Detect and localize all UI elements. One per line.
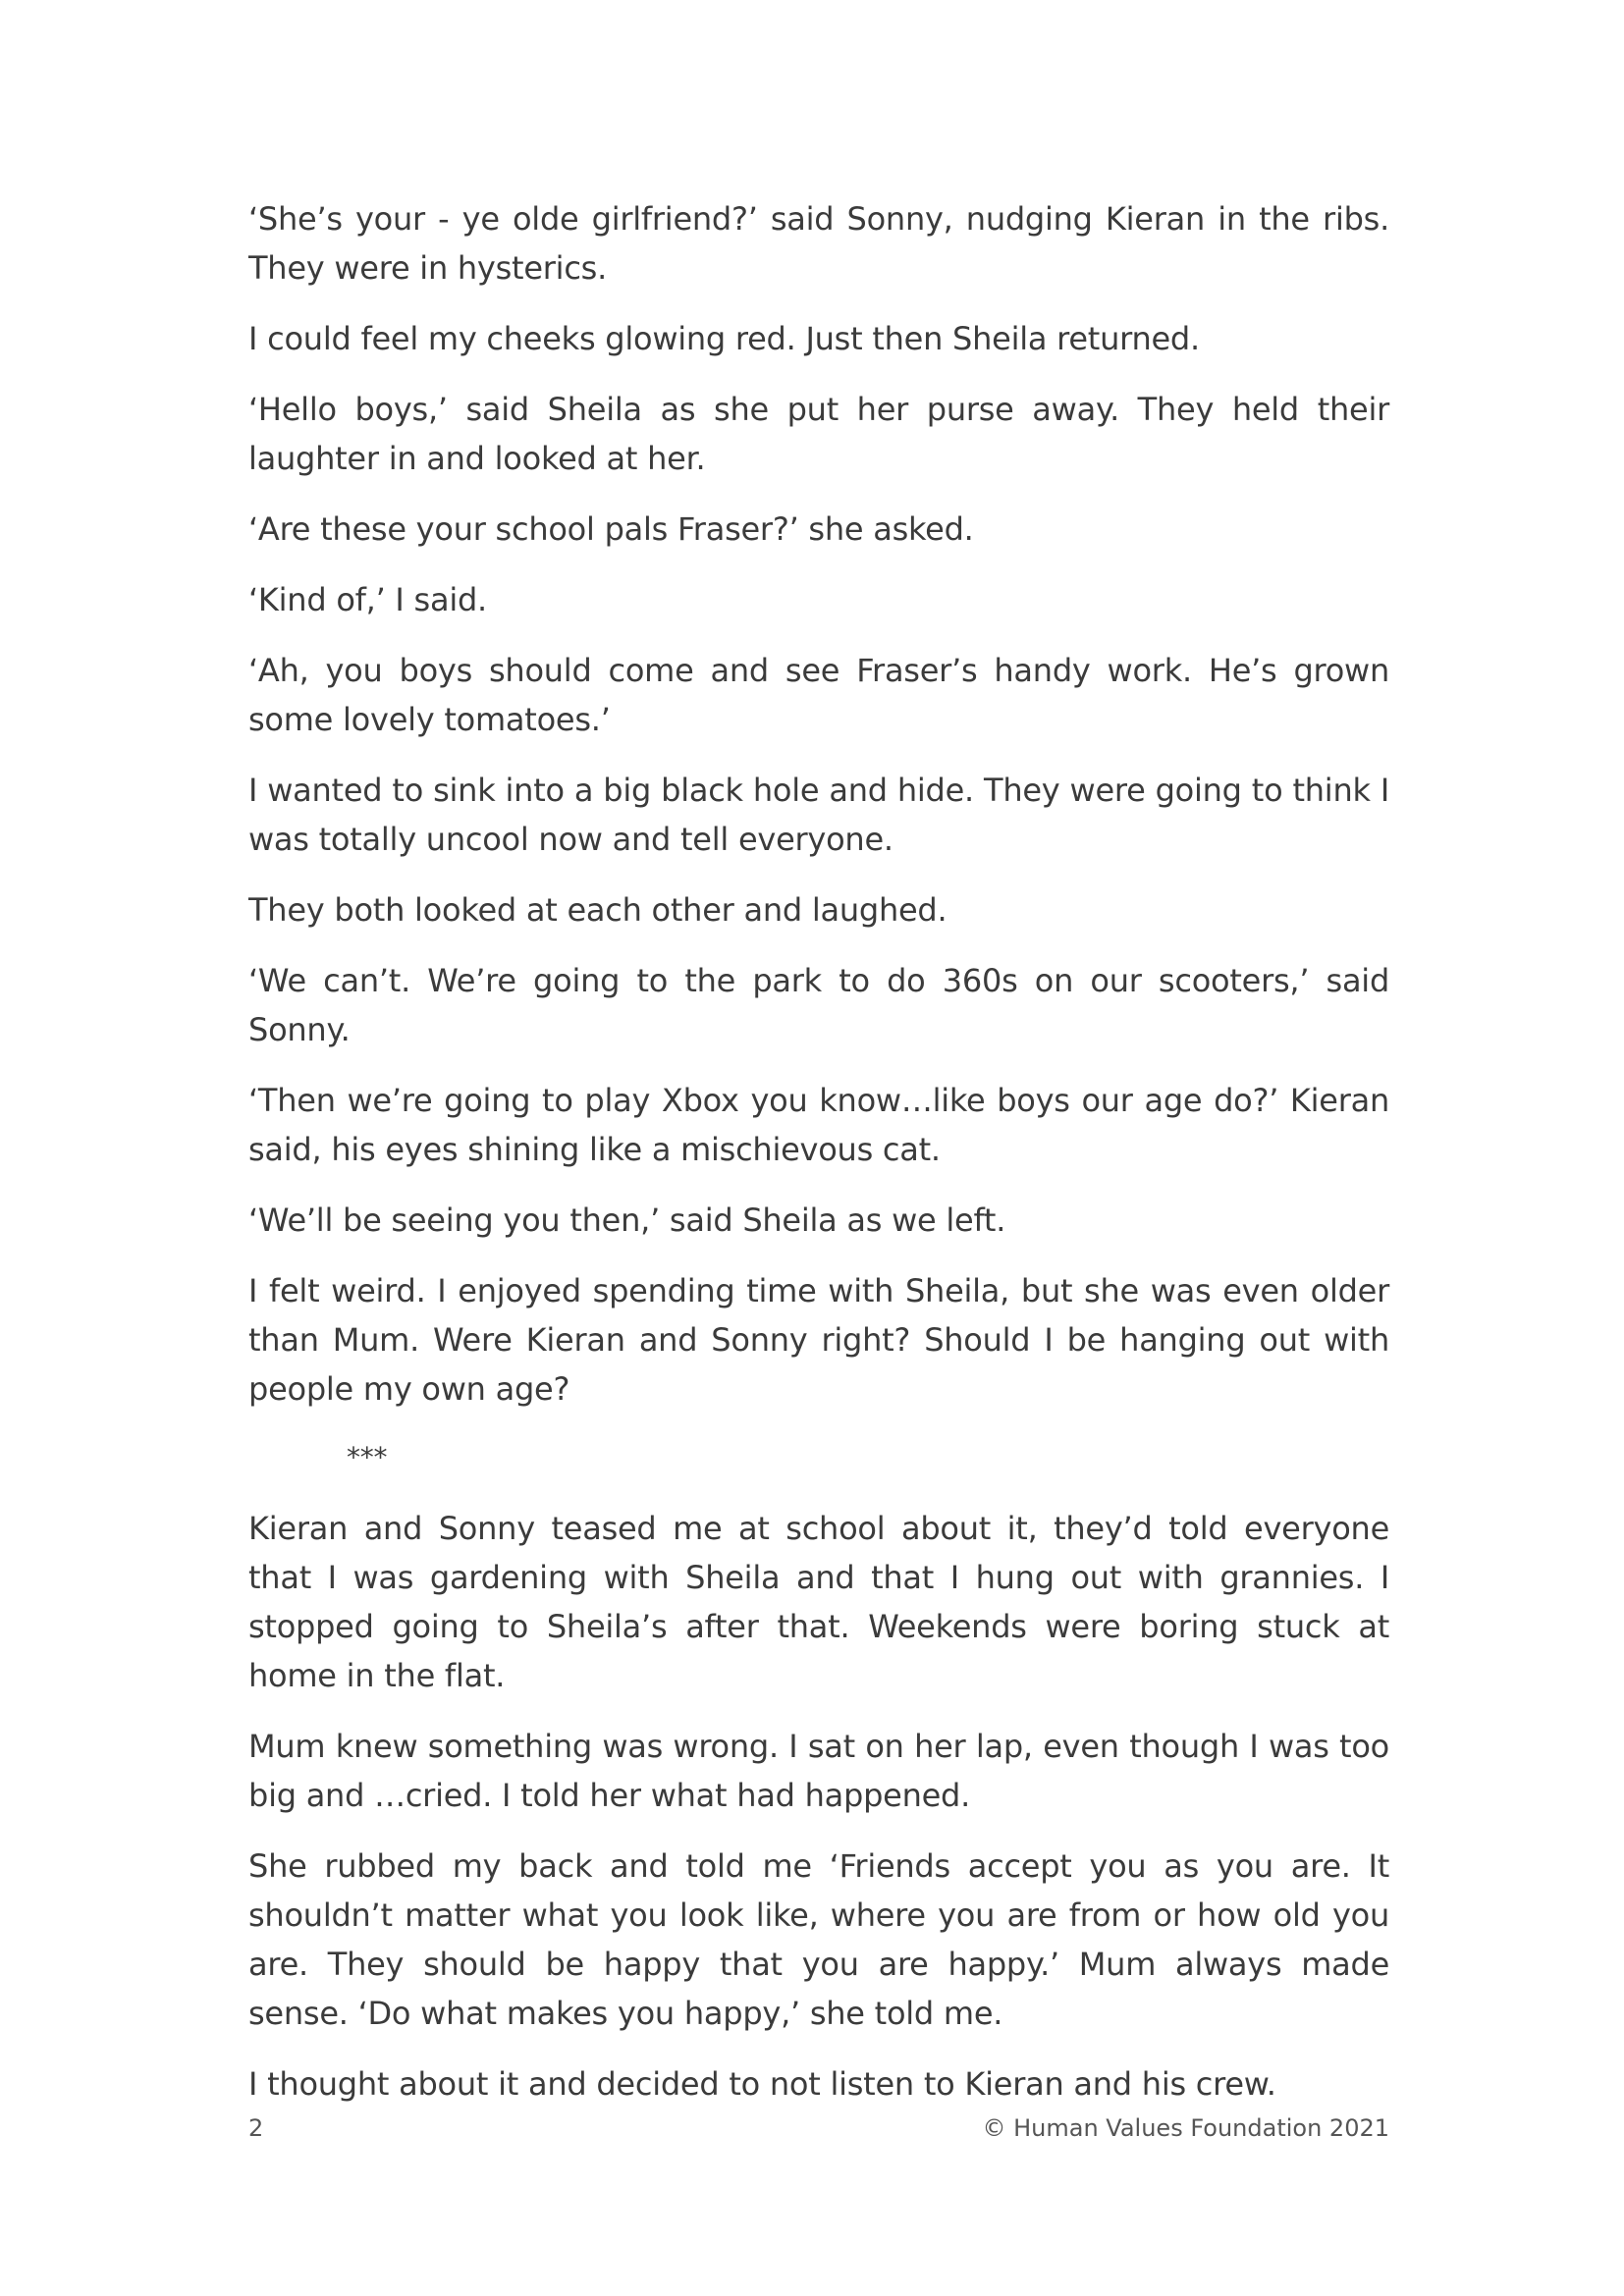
paragraph: I thought about it and decided to not listen to Kieran and his crew. [248,2065,1276,2103]
paragraph: ‘Are these your school pals Fraser?’ she asked. [248,510,974,548]
paragraph: I could feel my cheeks glowing red. Just then Sheila returned. [248,320,1200,357]
paragraph: ‘Kind of,’ I said. [248,581,487,618]
page-number: 2 [248,2114,264,2142]
paragraph: ‘Then we’re going to play Xbox you know…like boys our age do?’ Kieran said, his eyes shining like a mischievous cat. [248,1082,1389,1168]
paragraph: She rubbed my back and told me ‘Friends accept you as you are. It shouldn’t matter what you look like, where you are from or how old you are. They should be happy that you are happy.’ Mum always made sense. ‘Do what makes you happy,’ she told me. [248,1847,1389,2032]
copyright-notice: © Human Values Foundation 2021 [982,2114,1389,2142]
page-footer [248,2114,1389,2150]
paragraph: ‘She’s your - ye olde girlfriend?’ said Sonny, nudging Kieran in the ribs. They were in hysterics. [248,200,1389,287]
paragraph: They both looked at each other and laughed. [248,891,947,929]
paragraph: ‘Hello boys,’ said Sheila as she put her purse away. They held their laughter in and looked at her. [248,391,1389,477]
paragraph: I wanted to sink into a big black hole and hide. They were going to think I was totally uncool now and tell everyone. [248,772,1389,858]
paragraph: ‘We can’t. We’re going to the park to do 360s on our scooters,’ said Sonny. [248,962,1389,1048]
paragraph: I felt weird. I enjoyed spending time with Sheila, but she was even older than Mum. Were Kieran and Sonny right? Should I be hanging out with people my own age? [248,1272,1389,1408]
paragraph: Kieran and Sonny teased me at school about it, they’d told everyone that I was gardening with Sheila and that I hung out with grannies. I stopped going to Sheila’s after that. Weekends were boring stuck at home in the flat. [248,1510,1389,1694]
paragraph: ‘We’ll be seeing you then,’ said Sheila as we left. [248,1201,1006,1239]
story-page [248,194,1389,2130]
paragraph: Mum knew something was wrong. I sat on her lap, even though I was too big and …cried. I told her what had happened. [248,1728,1389,1814]
section-separator: *** [347,1441,388,1473]
paragraph: ‘Ah, you boys should come and see Fraser’s handy work. He’s grown some lovely tomatoes.’ [248,652,1389,738]
